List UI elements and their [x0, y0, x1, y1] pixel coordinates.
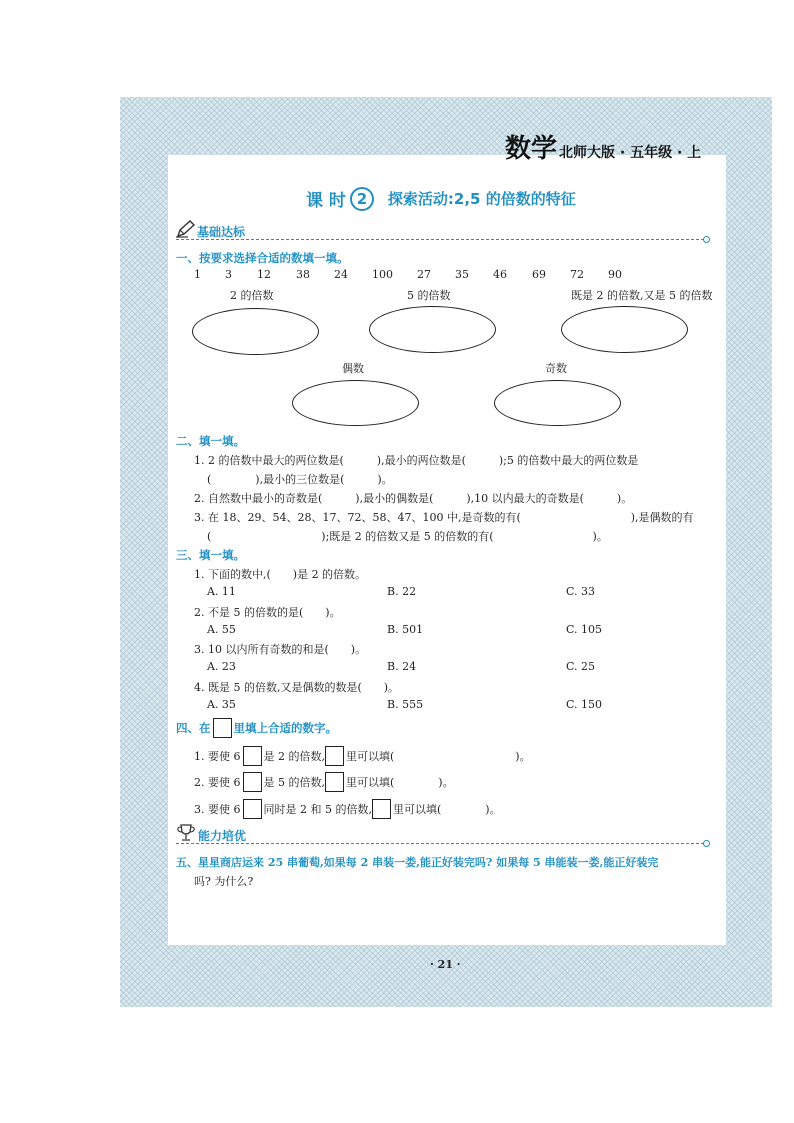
q4-heading-post: 里填上合适的数字。	[233, 721, 337, 735]
q3-stem: 4. 既是 5 的倍数,又是偶数的数是( )。	[194, 681, 400, 694]
q1-number: 27	[417, 268, 431, 281]
q2-line: 2. 自然数中最小的奇数是( ),最小的偶数是( ),10 以内最大的奇数是( )。	[194, 492, 633, 505]
q4-heading	[176, 718, 337, 738]
q4-item-mid: 同时是 2 和 5 的倍数,	[263, 803, 372, 816]
q5-text: 五、星星商店运来 25 串葡萄,如果每 2 串装一娄,能正好装完吗? 如果每 5 串能装一娄,能正好装完	[176, 856, 659, 869]
lesson-label: 课 时	[306, 191, 346, 211]
section-basic-divider	[176, 239, 704, 240]
brand-edition: 北师大版 · 五年级 · 上	[559, 145, 702, 161]
q1-number: 35	[455, 268, 469, 281]
answer-box[interactable]	[325, 746, 344, 766]
q3-option-b[interactable]: B. 555	[387, 698, 424, 711]
answer-box[interactable]	[243, 799, 262, 819]
q3-option-a[interactable]: A. 55	[207, 623, 236, 636]
q2-line: 3. 在 18、29、54、28、17、72、58、47、100 中,是奇数的有( ),是偶数的有	[194, 511, 694, 524]
lesson-number: 2	[350, 187, 374, 211]
label-even: 偶数	[342, 362, 364, 375]
q3-option-c[interactable]: C. 105	[566, 623, 603, 636]
q2-line: 1. 2 的倍数中最大的两位数是( ),最小的两位数是( );5 的倍数中最大的两位数是	[194, 454, 639, 467]
q5-line	[176, 854, 658, 870]
section-basic-title: 基础达标	[197, 225, 246, 239]
q1-number: 100	[372, 268, 393, 281]
q3-stem: 1. 下面的数中,( )是 2 的倍数。	[194, 568, 367, 581]
q4-item	[194, 746, 531, 766]
ellipse-multiples-of-2[interactable]	[192, 308, 319, 355]
lesson-title	[306, 186, 576, 211]
q3-option-a[interactable]: A. 35	[207, 698, 236, 711]
q4-item-post: 里可以填( )。	[346, 776, 454, 789]
header-brand	[505, 128, 702, 164]
label-multiples-of-2: 2 的倍数	[230, 289, 274, 302]
q1-number: 46	[493, 268, 507, 281]
q5-line-2: 吗? 为什么?	[194, 875, 254, 888]
brand-subject: 数学	[505, 134, 558, 164]
section-advanced-divider	[176, 843, 704, 844]
q1-number: 3	[225, 268, 232, 281]
q3-option-c[interactable]: C. 150	[566, 698, 603, 711]
q3-option-b[interactable]: B. 24	[387, 660, 417, 673]
q1-number: 24	[334, 268, 348, 281]
answer-box[interactable]	[243, 746, 262, 766]
q3-option-b[interactable]: B. 22	[387, 585, 417, 598]
q1-number: 38	[296, 268, 310, 281]
q4-item	[194, 799, 501, 819]
pencil-icon	[176, 220, 196, 238]
q2-heading: 二、填一填。	[176, 434, 245, 448]
q1-number: 72	[570, 268, 584, 281]
answer-box[interactable]	[325, 772, 344, 792]
q4-heading-box	[213, 718, 232, 738]
q3-option-a[interactable]: A. 11	[207, 585, 236, 598]
ellipse-multiples-of-both[interactable]	[561, 306, 688, 353]
q3-option-c[interactable]: C. 33	[566, 585, 596, 598]
trophy-icon	[176, 823, 196, 843]
q3-option-b[interactable]: B. 501	[387, 623, 424, 636]
content-area	[168, 155, 726, 945]
q3-option-a[interactable]: A. 23	[207, 660, 236, 673]
ellipse-odd[interactable]	[494, 380, 621, 426]
q3-stem: 2. 不是 5 的倍数的是( )。	[194, 606, 341, 619]
q4-item	[194, 772, 454, 792]
q1-number: 12	[257, 268, 271, 281]
q4-item-pre: 3. 要使 6	[194, 803, 241, 816]
label-multiples-of-both: 既是 2 的倍数,又是 5 的倍数	[571, 289, 713, 302]
section-basic-divider-end	[703, 236, 710, 243]
ellipse-multiples-of-5[interactable]	[369, 306, 496, 353]
q3-stem: 3. 10 以内所有奇数的和是( )。	[194, 643, 367, 656]
answer-box[interactable]	[372, 799, 391, 819]
q3-option-c[interactable]: C. 25	[566, 660, 596, 673]
q2-line: ( ),最小的三位数是( )。	[207, 473, 393, 486]
q2-line: ( );既是 2 的倍数又是 5 的倍数的有( )。	[207, 530, 608, 543]
q4-item-pre: 1. 要使 6	[194, 750, 241, 763]
section-advanced-title: 能力培优	[198, 829, 247, 843]
q1-number: 69	[532, 268, 546, 281]
label-multiples-of-5: 5 的倍数	[407, 289, 451, 302]
q4-heading-pre: 四、在	[176, 721, 211, 735]
q1-heading: 一、按要求选择合适的数填一填。	[176, 251, 349, 265]
q3-heading: 三、填一填。	[176, 548, 245, 562]
lesson-topic: 探索活动:2,5 的倍数的特征	[387, 190, 576, 208]
ellipse-even[interactable]	[292, 380, 419, 426]
answer-box[interactable]	[243, 772, 262, 792]
q1-number: 90	[608, 268, 622, 281]
label-odd: 奇数	[545, 362, 567, 375]
q1-number: 1	[194, 268, 201, 281]
section-advanced-divider-end	[703, 840, 710, 847]
q4-item-post: 里可以填( )。	[346, 750, 531, 763]
q4-item-pre: 2. 要使 6	[194, 776, 241, 789]
page-number: · 21 ·	[430, 958, 461, 971]
q4-item-mid: 是 5 的倍数,	[263, 776, 325, 789]
q4-item-mid: 是 2 的倍数,	[263, 750, 325, 763]
q4-item-post: 里可以填( )。	[392, 803, 501, 816]
